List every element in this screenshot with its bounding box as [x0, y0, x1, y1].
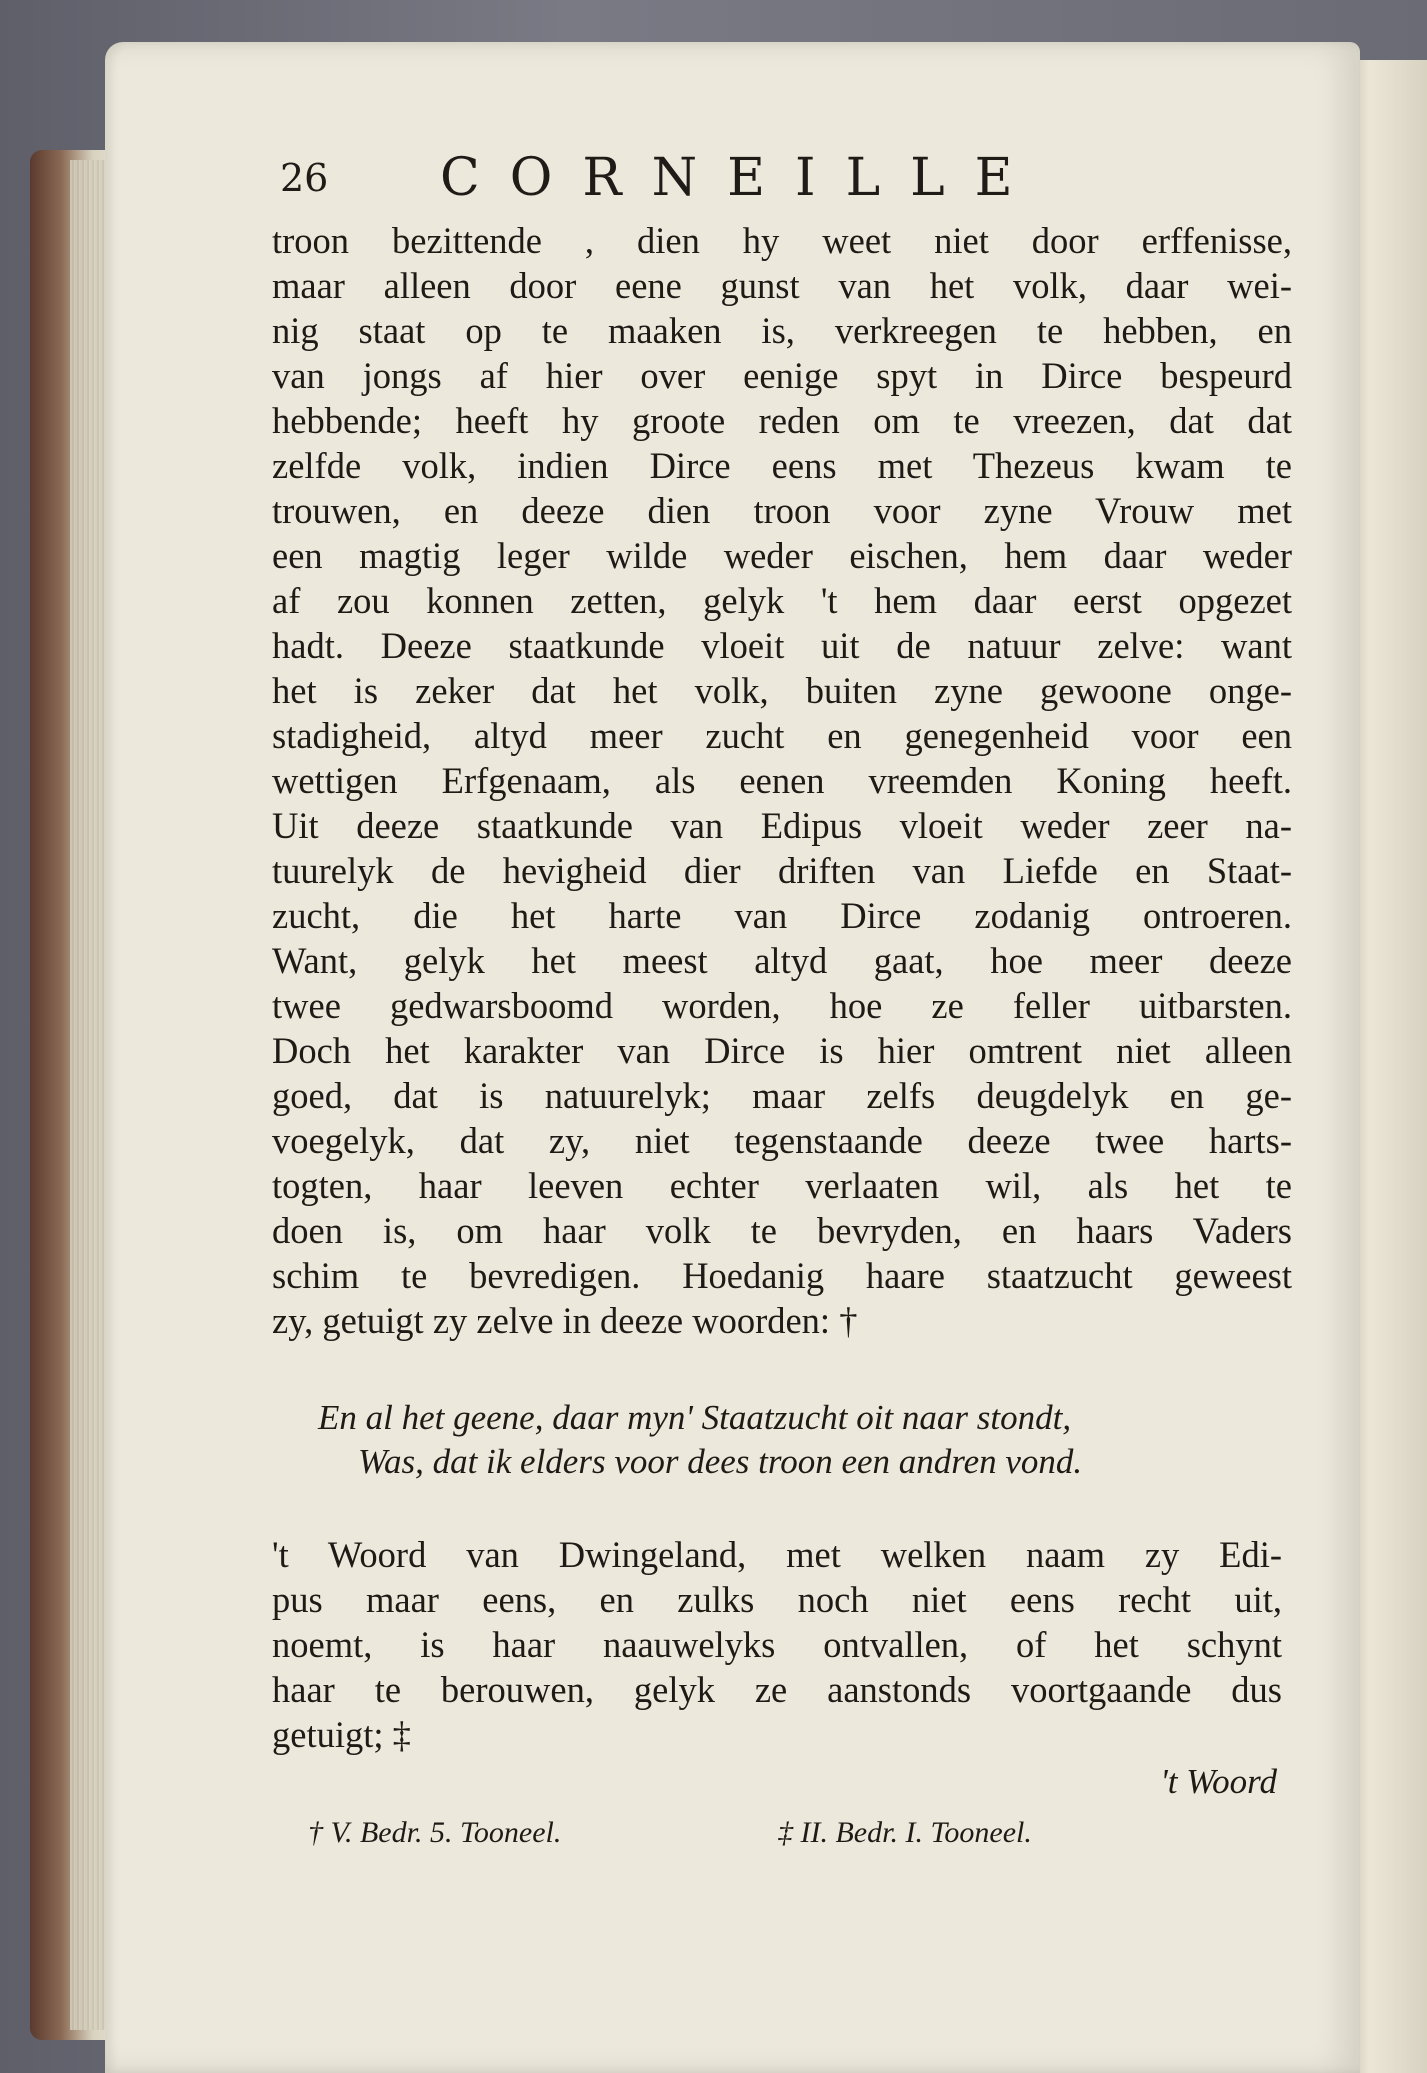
text-line: troon bezittende , dien hy weet niet door erffenisse, — [272, 220, 1292, 261]
text-line: zucht, die het harte van Dirce zodanig ontroeren. — [272, 895, 1292, 936]
text-line: het is zeker dat het volk, buiten zyne gewoone onge- — [272, 670, 1292, 711]
text-line: zy, getuigt zy zelve in deeze woorden: † — [272, 1300, 858, 1341]
text-line: zelfde volk, indien Dirce eens met Thezeus kwam te — [272, 445, 1292, 486]
text-line: hebbende; heeft hy groote reden om te vreezen, dat dat — [272, 400, 1292, 441]
text-line: togten, haar leeven echter verlaaten wil, als het te — [272, 1165, 1292, 1206]
verse-line: En al het geene, daar myn' Staatzucht oit naar stondt, — [318, 1398, 1072, 1437]
text-line: goed, dat is natuurelyk; maar zelfs deugdelyk en ge- — [272, 1075, 1292, 1116]
page-number: 26 — [280, 156, 329, 200]
text-line: Doch het karakter van Dirce is hier omtrent niet alleen — [272, 1030, 1292, 1071]
text-line: wettigen Erfgenaam, als eenen vreemden Koning heeft. — [272, 760, 1292, 801]
text-line: nig staat op te maaken is, verkreegen te hebben, en — [272, 310, 1292, 351]
text-line: noemt, is haar naauwelyks ontvallen, of het schynt — [272, 1624, 1282, 1665]
footnote-double-dagger: ‡ II. Bedr. I. Tooneel. — [778, 1816, 1032, 1849]
paragraph-2 — [272, 1532, 1282, 1757]
text-line: af zou konnen zetten, gelyk 't hem daar eerst opgezet — [272, 580, 1292, 621]
running-head — [280, 148, 1200, 208]
text-line: maar alleen door eene gunst van het volk, daar wei- — [272, 265, 1292, 306]
text-line: 't Woord van Dwingeland, met welken naam zy Edi- — [272, 1534, 1282, 1575]
text-line: van jongs af hier over eenige spyt in Dirce bespeurd — [272, 355, 1292, 396]
footnote-dagger: † V. Bedr. 5. Tooneel. — [308, 1816, 562, 1849]
paragraph-1 — [272, 218, 1292, 1343]
text-line: pus maar eens, en zulks noch niet eens recht uit, — [272, 1579, 1282, 1620]
catchword: 't Woord — [1160, 1762, 1277, 1801]
footnotes — [308, 1816, 1208, 1856]
text-line: getuigt; ‡ — [272, 1714, 411, 1755]
text-line: Uit deeze staatkunde van Edipus vloeit weder zeer na- — [272, 805, 1292, 846]
verse-quotation — [318, 1396, 1278, 1484]
text-line: doen is, om haar volk te bevryden, en haars Vaders — [272, 1210, 1292, 1251]
running-title: CORNEILLE — [440, 148, 1043, 208]
text-line: twee gedwarsboomd worden, hoe ze feller uitbarsten. — [272, 985, 1292, 1026]
text-line: schim te bevredigen. Hoedanig haare staatzucht geweest — [272, 1255, 1292, 1296]
verse-line: Was, dat ik elders voor dees troon een andren vond. — [358, 1442, 1083, 1481]
text-line: haar te berouwen, gelyk ze aanstonds voortgaande dus — [272, 1669, 1282, 1710]
text-line: stadigheid, altyd meer zucht en genegenheid voor een — [272, 715, 1292, 756]
text-line: een magtig leger wilde weder eischen, hem daar weder — [272, 535, 1292, 576]
text-line: Want, gelyk het meest altyd gaat, hoe meer deeze — [272, 940, 1292, 981]
text-line: trouwen, en deeze dien troon voor zyne Vrouw met — [272, 490, 1292, 531]
text-line: tuurelyk de hevigheid dier driften van Liefde en Staat- — [272, 850, 1292, 891]
text-line: hadt. Deeze staatkunde vloeit uit de natuur zelve: want — [272, 625, 1292, 666]
text-line: voegelyk, dat zy, niet tegenstaande deeze twee harts- — [272, 1120, 1292, 1161]
